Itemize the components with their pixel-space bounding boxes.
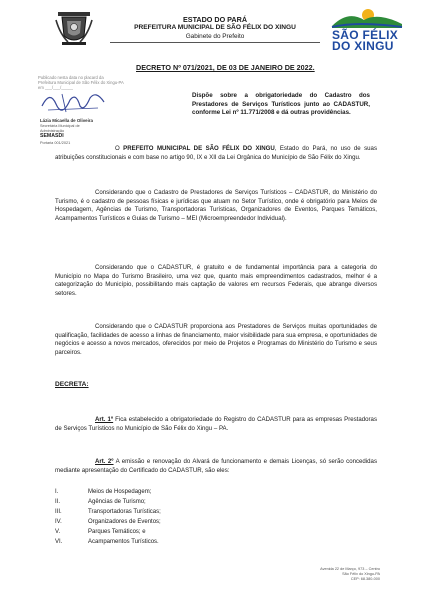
list-item-text: Agências de Turismo; (88, 499, 146, 505)
decree-summary: Dispõe sobre a obrigatoriedade do Cadastro dos Prestadores de Serviços Turísticos junto ao CADASTUR, conforme Lei nº 11.771/2008 e dá outras providências. (192, 92, 370, 117)
list-item (55, 529, 255, 539)
preamble-authority: PREFEITO MUNICIPAL DE SÃO FÉLIX DO XINGU (123, 145, 275, 152)
header-divider (110, 42, 320, 43)
article-1-text: Fica estabelecido a obrigatoriedade do Registro do CADASTUR para as empresas Prestadoras de Serviços Turísticos no Município de São Félix do Xingu – PA. (55, 416, 377, 432)
list-item (55, 499, 255, 509)
considerando-paragraph-1: Considerando que o Cadastro de Prestadores de Serviços Turísticos – CADASTUR, do Ministério do Turismo, é o cadastro de pessoas físicas e jurídicas que atuam no Setor Turístico, onde é obrigatório para Meios de Hospedagem, Agências de Turismo, Transportadoras Turísticas, Organizadores de Eventos, Parques Temáticos, Acampamentos Turísticos e Guias de Turismo – MEI (Microempreendedor Individual). (55, 189, 377, 222)
list-item-number: VI. (55, 539, 63, 545)
list-item (55, 519, 255, 529)
handwritten-signature (40, 88, 106, 114)
article-2 (55, 458, 377, 475)
signatory-role-1: Secretária Municipal de (40, 124, 80, 128)
stamp-line-3: em ___/___/_____ (38, 85, 73, 90)
list-item-number: III. (55, 509, 62, 515)
article-1 (55, 416, 377, 433)
footer-zip: CEP: 68.380-000 (350, 577, 380, 581)
list-item-number: II. (55, 499, 61, 505)
list-item-number: I. (55, 489, 59, 495)
stamp-line-2: Prefeitura Municipal de São Félix do Xingu-PA (38, 80, 124, 85)
list-item-number: IV. (55, 519, 62, 525)
prefecture-name: PREFEITURA MUNICIPAL DE SÃO FÉLIX DO XINGU (134, 24, 296, 31)
signatory-role-2: Administração (40, 129, 65, 133)
preamble-paragraph (55, 145, 377, 162)
landscape-logo-icon (328, 6, 406, 28)
service-type-list (55, 489, 255, 549)
list-item-text: Organizadores de Eventos; (88, 519, 161, 525)
signatory-role-3: SEMASDI (40, 133, 64, 139)
list-item-text: Meios de Hospedagem; (88, 489, 152, 495)
stamp-line-1: Publicado nesta data no placard da (38, 75, 104, 80)
decreta-heading: DECRETA: (55, 381, 89, 388)
municipal-logo (328, 6, 406, 52)
signatory-role-4: Portaria 001/2021 (40, 141, 71, 145)
list-item-number: V. (55, 529, 61, 535)
list-item-text: Acampamentos Turísticos. (88, 539, 159, 545)
logo-text-bottom: DO XINGU (332, 39, 394, 53)
list-item-text: Parques Temáticos; e (88, 529, 146, 535)
footer-street: Avenida 22 de Março, 973 – Centro (320, 567, 380, 571)
list-item (55, 489, 255, 499)
office-name: Gabinete do Prefeito (185, 33, 245, 40)
considerando-paragraph-2: Considerando que o CADASTUR, é gratuito e de fundamental importância para a categoria do Município no Mapa do Turismo Brasileiro, uma vez que, quanto mais empreendimentos cadastrados, melhor é a categorização do Município, possibilitando mais captação de valores em recursos Federais, que abrange diversos setores. (55, 264, 377, 297)
footer-address (290, 567, 380, 582)
coat-of-arms-icon (54, 8, 94, 48)
list-item (55, 509, 255, 519)
article-1-label: Art. 1º (95, 416, 114, 423)
logo-text-top: SÃO FÉLIX (332, 28, 399, 42)
preamble-rest: , Estado do Pará, no uso de suas atribuições constitucionais e com base no artigo 90, IX e XII da Lei Orgânica do Município de São Félix do Xingu. (55, 145, 377, 161)
list-item-text: Transportadoras Turísticas; (88, 509, 161, 515)
considerando-paragraph-3: Considerando que o CADASTUR proporciona aos Prestadores de Serviços muitas oportunidades de qualificação, facilidades de acesso a linhas de financiamento, maior visibilidade para sua empresa, e oportunidades de negócios e acesso a novos mercados, oferecidos por meio de Projetos e Programas do Ministério do Turismo e seus parceiros. (55, 323, 377, 356)
signatory-name: Lázia Micaella de Oliveira (40, 118, 93, 123)
list-item (55, 539, 255, 549)
article-2-label: Art. 2º (95, 458, 114, 465)
preamble-prefix: O (115, 145, 124, 152)
article-2-text: A emissão e renovação do Alvará de funcionamento e demais Licenças, só serão concedidas mediante apresentação do Certificado do CADASTUR, são eles: (55, 458, 377, 474)
footer-city: São Félix do Xingu-PA (342, 572, 380, 576)
decree-title: DECRETO Nº 071/2021, DE 03 DE JANEIRO DE 2022. (136, 63, 315, 72)
state-name: ESTADO DO PARÁ (182, 15, 248, 24)
